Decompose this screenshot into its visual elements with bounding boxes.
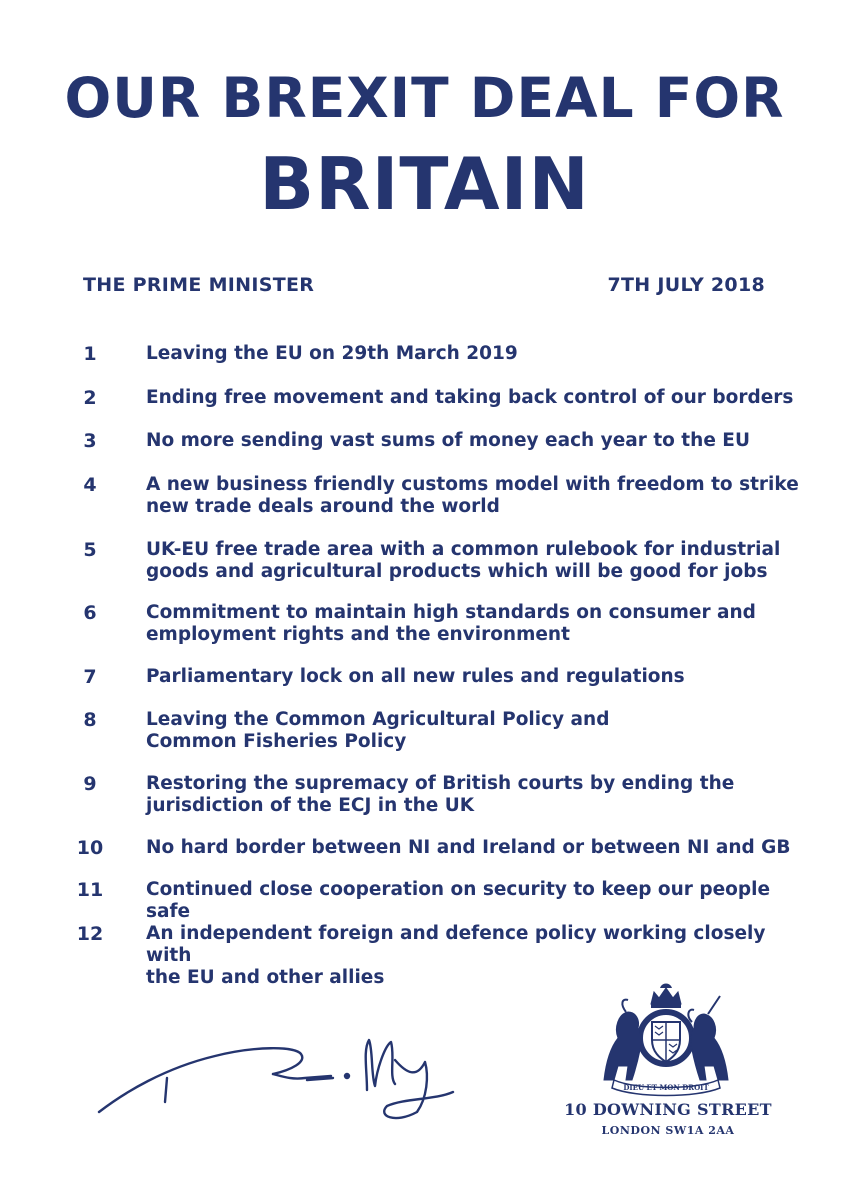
item-text: UK-EU free trade area with a common rulebook for industrial goods and agricultural products which will be good for jobs	[146, 539, 781, 582]
item-text: A new business friendly customs model with freedom to strike new trade deals around the world	[146, 474, 799, 517]
address-line-1: 10 DOWNING STREET	[564, 1100, 772, 1119]
item-text: Restoring the supremacy of British courts by ending the jurisdiction of the ECJ in the UK	[146, 773, 735, 816]
item-text: An independent foreign and defence policy working closely with the EU and other allies	[146, 923, 766, 988]
item-text: Leaving the Common Agricultural Policy and Common Fisheries Policy	[146, 709, 610, 752]
item-text: Leaving the EU on 29th March 2019	[146, 343, 518, 364]
item-text: Continued close cooperation on security to keep our people safe	[146, 879, 770, 922]
byline-author: THE PRIME MINISTER	[83, 274, 315, 296]
item-number: 4	[83, 474, 97, 496]
handwritten-signature-icon	[95, 1020, 455, 1120]
item-text: Ending free movement and taking back control of our borders	[146, 387, 794, 408]
item-number: 3	[83, 430, 97, 452]
item-number: 10	[76, 837, 104, 859]
item-number: 12	[76, 923, 104, 945]
item-number: 5	[83, 539, 97, 561]
item-number: 9	[83, 773, 97, 795]
item-text: Commitment to maintain high standards on consumer and employment rights and the environment	[146, 602, 756, 645]
item-text: No more sending vast sums of money each year to the EU	[146, 430, 750, 451]
item-number: 1	[83, 343, 97, 365]
crest-motto: DIEU ET MON DROIT	[623, 1083, 709, 1092]
item-number: 6	[83, 602, 97, 624]
royal-coat-of-arms-icon	[596, 982, 736, 1097]
item-text: Parliamentary lock on all new rules and regulations	[146, 666, 685, 687]
item-number: 11	[76, 879, 104, 901]
item-number: 2	[83, 387, 97, 409]
address-line-2: LONDON SW1A 2AA	[601, 1124, 735, 1137]
item-text: No hard border between NI and Ireland or between NI and GB	[146, 837, 791, 858]
title-line-1: OUR BREXIT DEAL FOR	[64, 66, 785, 130]
item-number: 8	[83, 709, 97, 731]
byline-date: 7TH JULY 2018	[607, 274, 765, 296]
item-number: 7	[83, 666, 97, 688]
title-line-2: BRITAIN	[259, 142, 590, 226]
